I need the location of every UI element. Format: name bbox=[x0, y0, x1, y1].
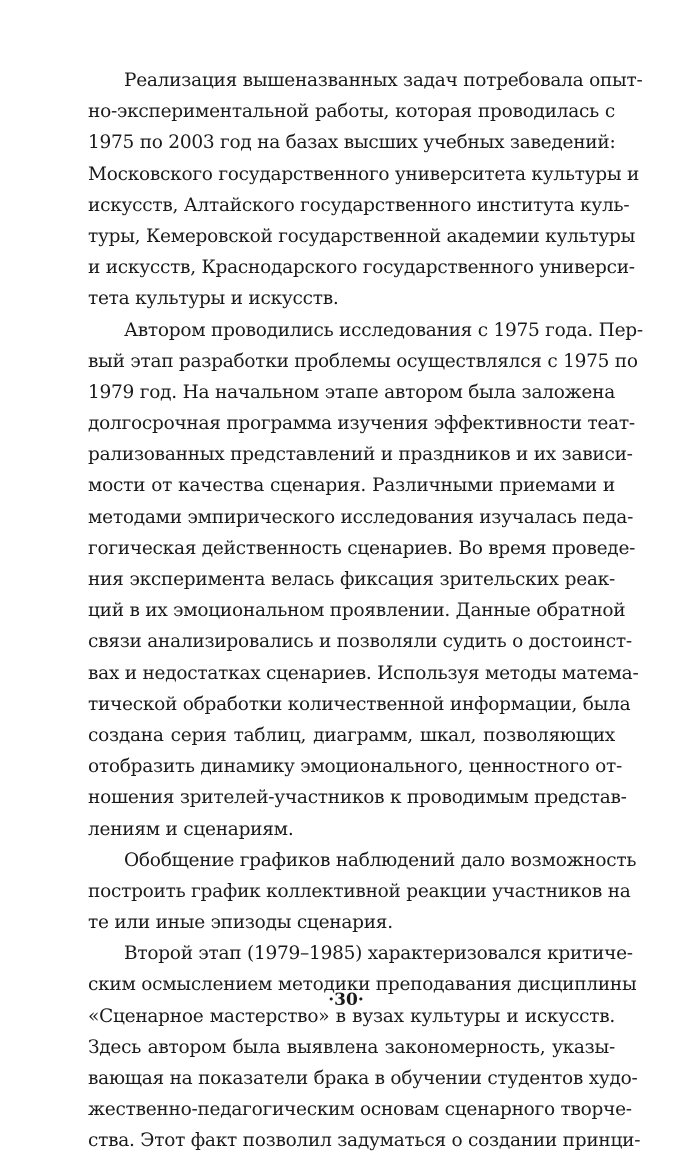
text-line: туры, Кемеровской государственной академии культуры bbox=[88, 225, 636, 247]
text-line: вах и недостатках сценариев. Используя методы матема- bbox=[88, 662, 639, 684]
text-line: гогическая действенность сценариев. Во время проведе- bbox=[88, 537, 636, 559]
text-line: искусств, Алтайского государственного института куль- bbox=[88, 194, 630, 216]
text-line: Второй этап (1979–1985) характеризовался критиче- bbox=[124, 943, 633, 965]
text-line: мости от качества сценария. Различными приемами и bbox=[88, 475, 615, 497]
text-line: Московского государственного университета культуры и bbox=[88, 163, 640, 185]
text-line: методами эмпирического исследования изучалась педа- bbox=[88, 506, 634, 528]
text-line: жественно-педагогическим основам сценарного творче- bbox=[88, 1099, 632, 1121]
paragraph bbox=[88, 315, 643, 845]
text-line: Автором проводились исследования с 1975 года. Пер- bbox=[124, 319, 643, 341]
text-line: 1975 по 2003 год на базах высших учебных заведений: bbox=[88, 132, 616, 154]
text-line: ций в их эмоциональном проявлении. Данные обратной bbox=[88, 600, 626, 622]
text-line: создана серия таблиц, диаграмм, шкал, позволяющих bbox=[88, 724, 615, 746]
paragraph bbox=[88, 65, 643, 315]
text-line: лениям и сценариям. bbox=[88, 818, 294, 840]
text-line: долгосрочная программа изучения эффективности теат- bbox=[88, 413, 635, 435]
text-line: те или иные эпизоды сценария. bbox=[88, 912, 393, 934]
paragraph bbox=[88, 938, 641, 1156]
text-line: ства. Этот факт позволил задуматься о создании принци- bbox=[88, 1130, 641, 1152]
text-line: связи анализировались и позволяли судить о достоинст- bbox=[88, 631, 632, 653]
text-line: построить график коллективной реакции участников на bbox=[88, 880, 631, 902]
text-line: Обобщение графиков наблюдений дало возможность bbox=[124, 849, 637, 871]
text-line: отобразить динамику эмоционального, ценностного от- bbox=[88, 756, 623, 778]
text-line: рализованных представлений и праздников и их зависи- bbox=[88, 444, 633, 466]
text-line: но-экспериментальной работы, которая проводилась с bbox=[88, 101, 615, 123]
text-line: и искусств, Краснодарского государственного универси- bbox=[88, 257, 635, 279]
text-line: Здесь автором была выявлена закономерность, указы- bbox=[88, 1036, 615, 1058]
page-number: ·30· bbox=[328, 990, 364, 1010]
text-line: «Сценарное мастерство» в вузах культуры и искусств. bbox=[88, 1005, 615, 1027]
text-line: тической обработки количественной информации, была bbox=[88, 693, 631, 715]
text-line: ношения зрителей-участников к проводимым представ- bbox=[88, 787, 627, 809]
text-line: тета культуры и искусств. bbox=[88, 288, 339, 310]
text-line: вающая на показатели брака в обучении студентов худо- bbox=[88, 1068, 638, 1089]
paragraph bbox=[88, 845, 637, 939]
text-line: вый этап разработки проблемы осуществлялся с 1975 по bbox=[88, 350, 638, 372]
text-line: 1979 год. На начальном этапе автором была заложена bbox=[88, 381, 615, 403]
text-line: ским осмыслением методики преподавания дисциплины bbox=[88, 974, 637, 996]
text-line: ния эксперимента велась фиксация зрительских реак- bbox=[88, 569, 615, 590]
text-line: Реализация вышеназванных задач потребовала опыт- bbox=[124, 70, 643, 91]
